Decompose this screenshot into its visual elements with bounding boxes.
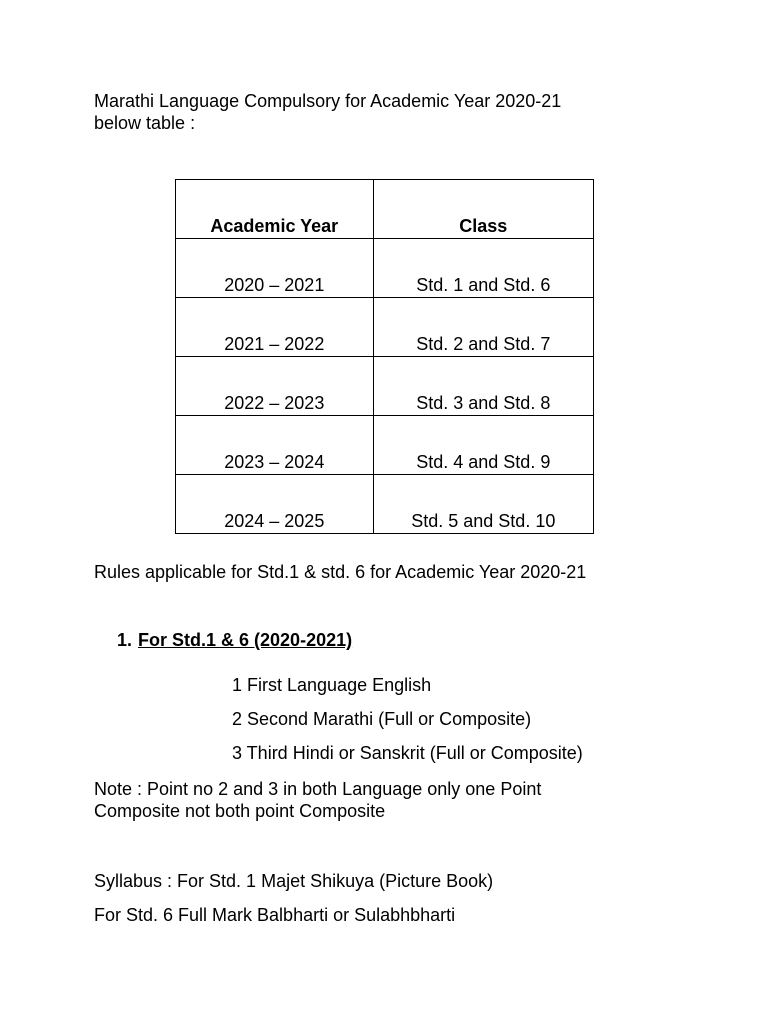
section-number: 1. — [117, 630, 133, 650]
list-item: 3 Third Hindi or Sanskrit (Full or Composite) — [232, 743, 583, 763]
table-row — [176, 416, 594, 475]
language-list — [232, 674, 583, 776]
note-line-2: Composite not both point Composite — [94, 801, 386, 821]
list-item: 1 First Language English — [232, 675, 432, 695]
note-paragraph — [94, 778, 714, 822]
cell-class: Std. 1 and Std. 6 — [373, 239, 593, 298]
section-title: For Std.1 & 6 (2020-2021) — [138, 630, 353, 650]
syllabus-line-1: Syllabus : For Std. 1 Majet Shikuya (Picture Book) — [94, 871, 494, 891]
table-row — [176, 298, 594, 357]
syllabus-paragraph — [94, 870, 493, 938]
cell-academic-year: 2023 – 2024 — [176, 416, 374, 475]
section-heading — [117, 629, 352, 651]
table-row — [176, 239, 594, 298]
cell-class: Std. 4 and Std. 9 — [373, 416, 593, 475]
academic-year-table — [175, 179, 594, 534]
intro-line-2: below table : — [94, 113, 196, 133]
list-item: 2 Second Marathi (Full or Composite) — [232, 709, 532, 729]
cell-academic-year: 2022 – 2023 — [176, 357, 374, 416]
syllabus-line-2: For Std. 6 Full Mark Balbharti or Sulabhbharti — [94, 905, 456, 925]
cell-academic-year: 2021 – 2022 — [176, 298, 374, 357]
cell-class: Std. 3 and Std. 8 — [373, 357, 593, 416]
intro-line-1: Marathi Language Compulsory for Academic Year 2020-21 — [94, 91, 562, 111]
intro-paragraph — [94, 90, 714, 134]
cell-class: Std. 2 and Std. 7 — [373, 298, 593, 357]
header-academic-year: Academic Year — [176, 180, 374, 239]
cell-academic-year: 2024 – 2025 — [176, 475, 374, 534]
header-class: Class — [373, 180, 593, 239]
table-row — [176, 475, 594, 534]
table-row — [176, 357, 594, 416]
cell-class: Std. 5 and Std. 10 — [373, 475, 593, 534]
rules-heading: Rules applicable for Std.1 & std. 6 for Academic Year 2020-21 — [94, 562, 587, 582]
cell-academic-year: 2020 – 2021 — [176, 239, 374, 298]
note-line-1: Note : Point no 2 and 3 in both Language only one Point — [94, 779, 542, 799]
table-header-row — [176, 180, 594, 239]
